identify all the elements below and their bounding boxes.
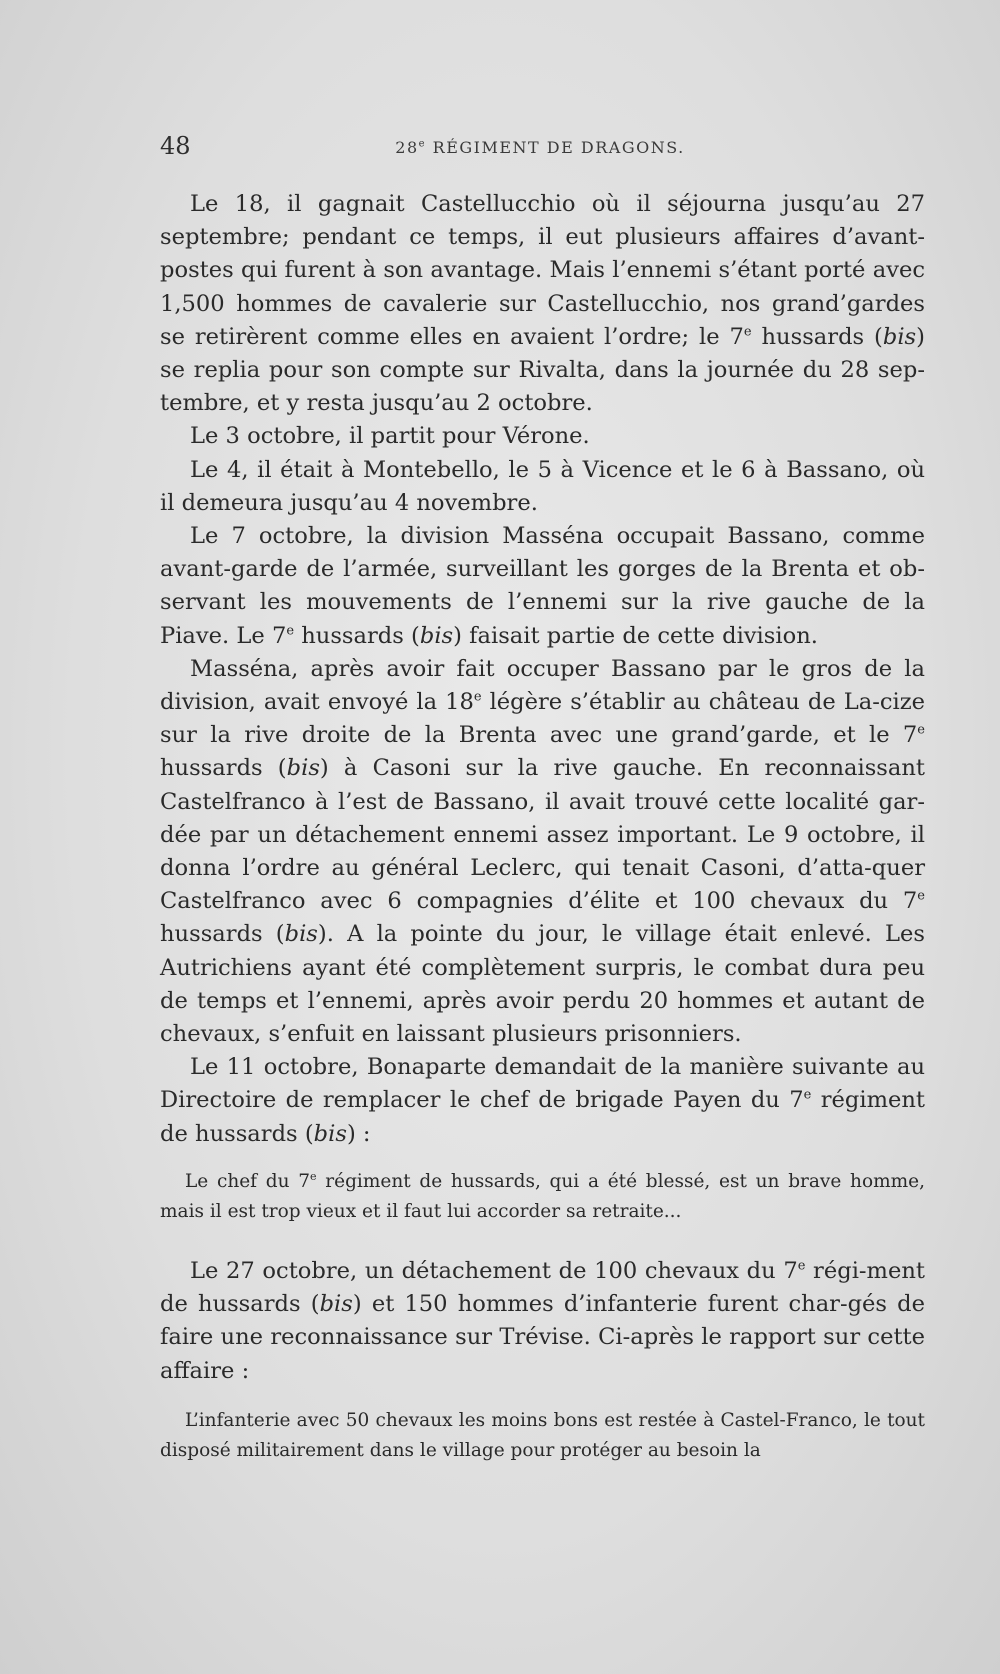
text-run: ) faisait partie de cette division.	[453, 622, 818, 649]
italic-bis: bis	[313, 1120, 347, 1147]
running-head-sup: e	[418, 138, 427, 150]
italic-bis: bis	[882, 323, 917, 350]
superscript: e	[803, 1087, 812, 1103]
text-run: Masséna, après avoir fait occuper Bassano par le gros de la division, avait envoyé la 18	[160, 655, 925, 716]
quotation-1	[160, 1167, 925, 1227]
italic-bis: bis	[419, 622, 454, 649]
spacer	[160, 1151, 925, 1167]
text-run: Le chef du 7	[185, 1170, 311, 1192]
paragraph-5	[160, 653, 925, 1051]
page-header	[160, 132, 920, 162]
text-run: Le 18, il gagnait Castellucchio où il séjourna jusqu’au 27 septembre; pendant ce temps, il eut plusieurs affaires d’avant-postes qui furent à son avantage. Mais l’ennemi s’étant porté avec 1,500 hommes de cavalerie sur Castellucchio, nos grand’gardes se retirèrent comme elles en avaient l’ordre; le 7	[160, 191, 925, 350]
italic-bis: bis	[319, 1291, 353, 1318]
running-head	[160, 138, 920, 157]
body-text	[160, 188, 925, 1466]
paragraph-3: Le 4, il était à Montebello, le 5 à Vicence et le 6 à Bassano, où il demeura jusqu’au 4 novembre.	[160, 456, 925, 516]
text-run: ) et 150 hommes d’infanterie furent char-gés de faire une reconnaissance sur Trévise. Ci-après le rapport sur cette affaire :	[160, 1291, 926, 1384]
text-run: légère s’établir au château de La-cize sur la rive droite de la Brenta avec une grand’garde, et le 7	[160, 689, 925, 749]
text-run: ) se replia pour son compte sur Rivalta, dans la journée du 28 sep-tembre, et y resta jusqu’au 2 octobre.	[160, 323, 925, 417]
superscript: e	[797, 1258, 806, 1274]
text-run: hussards (	[160, 755, 287, 782]
superscript: e	[917, 722, 925, 738]
italic-bis: bis	[284, 921, 318, 948]
quotation-2: L’infanterie avec 50 chevaux les moins bons est restée à Castel-Franco, le tout disposé militairement dans le village pour protéger au besoin la	[160, 1409, 925, 1461]
italic-bis: bis	[286, 755, 320, 782]
text-run: ). A la pointe du jour, le village était enlevé. Les Autrichiens ayant été complètement surpris, le combat dura peu de temps et l’ennemi, après avoir perdu 20 hommes et autant de chevaux, s’enfuit en laissant plusieurs prisonniers.	[160, 921, 925, 1048]
running-head-number: 28	[395, 138, 419, 157]
text-run: hussards (	[160, 921, 285, 948]
page-number: 48	[160, 132, 191, 160]
paragraph-6	[160, 1051, 925, 1151]
paragraph-1	[160, 188, 925, 420]
superscript: e	[473, 689, 482, 705]
spacer	[160, 1388, 925, 1406]
text-run: régiment de hussards, qui a été blessé, est un brave homme, mais il est trop vieux et il faut lui accorder sa retraite...	[160, 1170, 925, 1222]
text-run: Le 11 octobre, Bonaparte demandait de la manière suivante au Directoire de remplacer le chef de brigade Payen du 7	[160, 1054, 925, 1114]
text-run: régiment de hussards (	[160, 1087, 926, 1147]
text-run: Le 27 octobre, un détachement de 100 chevaux du 7	[190, 1257, 798, 1284]
text-run: ) :	[346, 1120, 371, 1147]
text-run: régi-ment de hussards (	[160, 1257, 925, 1318]
paragraph-7	[160, 1255, 925, 1388]
paragraph-4	[160, 520, 925, 653]
superscript: e	[310, 1169, 317, 1183]
spacer	[160, 1227, 925, 1255]
text-run: Le 7 octobre, la division Masséna occupait Bassano, comme avant-garde de l’armée, surveillant les gorges de la Brenta et ob-servant les mouvements de l’ennemi sur la rive gauche de la Piave. Le 7	[160, 523, 925, 649]
running-head-title: RÉGIMENT DE DRAGONS.	[426, 138, 685, 157]
text-run: hussards (	[751, 323, 883, 350]
superscript: e	[743, 324, 752, 340]
text-run: hussards (	[294, 622, 420, 649]
text-run: ) à Casoni sur la rive gauche. En reconnaissant Castelfranco à l’est de Bassano, il avait trouvé cette localité gar-dée par un détachement ennemi assez important. Le 9 octobre, il donna l’ordre au général Leclerc, qui tenait Casoni, d’atta-quer Castelfranco avec 6 compagnies d’élite et 100 chevaux du 7	[160, 755, 925, 915]
superscript: e	[917, 888, 925, 904]
superscript: e	[286, 623, 295, 639]
paragraph-2: Le 3 octobre, il partit pour Vérone.	[190, 423, 590, 450]
